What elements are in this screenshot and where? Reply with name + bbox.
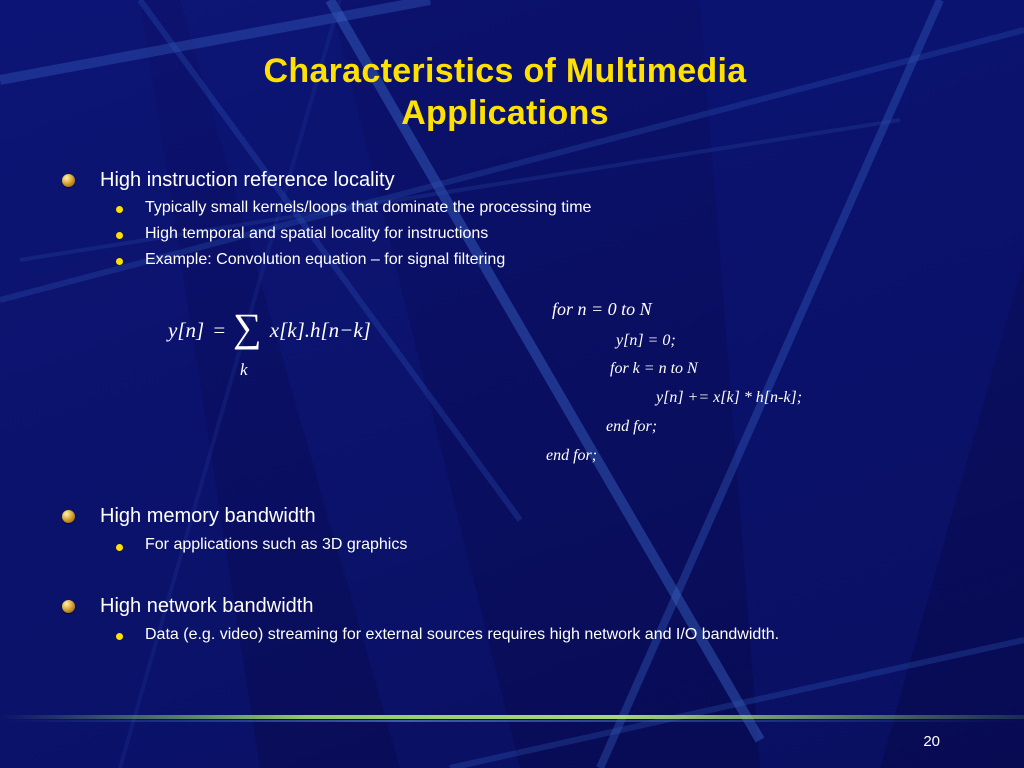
list-item: Example: Convolution equation – for signal filtering (145, 251, 506, 268)
section-heading-network-bandwidth: High network bandwidth (100, 595, 314, 617)
equation-lhs: y[n] (168, 318, 205, 342)
summation-symbol: ∑ (233, 305, 262, 350)
list-item: High temporal and spatial locality for instructions (145, 225, 489, 242)
code-line: for k = n to N (610, 360, 698, 377)
code-line: y[n] += x[k] * h[n-k]; (656, 389, 803, 406)
title-line-2: Applications (401, 94, 609, 132)
bullet-icon (62, 174, 75, 187)
sub-bullet-icon (116, 206, 123, 213)
code-line: end for; (546, 447, 598, 464)
list-item: Typically small kernels/loops that dominate the processing time (145, 199, 592, 216)
footer-divider (0, 715, 1024, 719)
sub-bullet-icon (116, 544, 123, 551)
section-heading-memory-bandwidth: High memory bandwidth (100, 505, 316, 527)
code-line: end for; (606, 418, 658, 435)
sub-bullet-icon (116, 232, 123, 239)
equation-equals: = (213, 318, 226, 342)
section-heading-instruction-locality: High instruction reference locality (100, 169, 395, 191)
sub-bullet-icon (116, 633, 123, 640)
list-item: For applications such as 3D graphics (145, 536, 408, 553)
title-line-1: Characteristics of Multimedia (263, 52, 747, 90)
footer-divider-shadow (0, 720, 1024, 722)
bullet-icon (62, 510, 75, 523)
slide-title (0, 50, 1010, 134)
page-number: 20 (923, 733, 940, 750)
sub-bullet-icon (116, 258, 123, 265)
code-line: y[n] = 0; (616, 332, 676, 349)
code-line: for n = 0 to N (552, 299, 652, 319)
convolution-equation (168, 318, 371, 343)
summation-subscript: k (240, 360, 248, 379)
equation-rhs: x[k].h[n−k] (269, 318, 371, 342)
bullet-icon (62, 600, 75, 613)
list-item: Data (e.g. video) streaming for external sources requires high network and I/O bandwidth. (145, 626, 780, 643)
